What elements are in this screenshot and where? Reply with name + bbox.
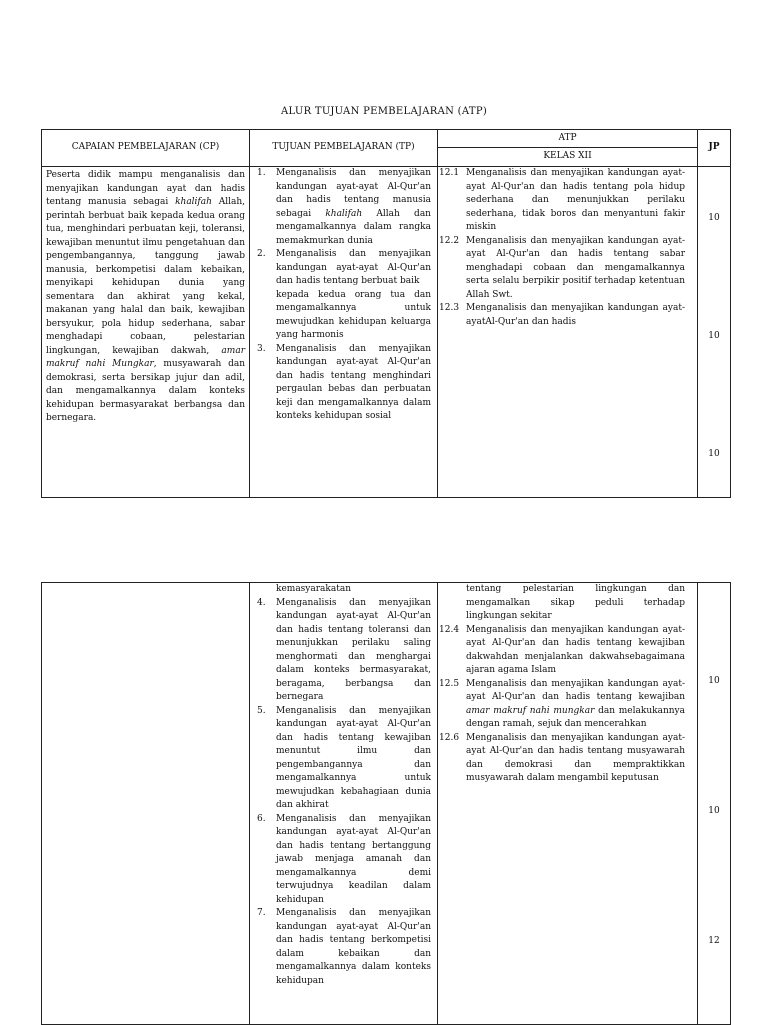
atp-number: 12.5	[439, 678, 460, 689]
tp-text: Menganalisis dan menyajikan kandungan ayat-ayat Al-Qur'an dan hadis tentang berkompetisi dalam kebaikan dan mengamalkannya dalam konteks kehidupan	[276, 908, 431, 986]
atp-text: Menganalisis dan menyajikan kandungan ayat-ayat Al-Qur'an dan hadis tentang sabar menghadapi cobaan dan mengamalkannya serta selalu berpikir positif terhadap ketentuan Allah Swt.	[466, 235, 685, 300]
tp-item-6	[250, 813, 437, 908]
atp-item-12-5	[438, 678, 697, 732]
tp-item-4	[250, 597, 437, 705]
tp-number: 2.	[257, 249, 266, 259]
atp-cell-page-1	[438, 167, 698, 498]
header-kelas: KELAS XII	[438, 148, 698, 167]
tp-number: 3.	[257, 343, 266, 354]
header-cp: CAPAIAN PEMBELAJARAN (CP)	[42, 130, 250, 167]
atp-text: dan melakukannya dengan ramah, sejuk dan mencerahkan	[466, 705, 685, 729]
cp-text-1: Peserta didik mampu menganalisis dan menyajikan kandungan ayat dan hadis tentang manusia sebagai	[46, 170, 245, 207]
tp-text: Menganalisis dan menyajikan kandungan ayat-ayat Al-Qur'an dan hadis tentang berbuat baik	[276, 249, 431, 286]
atp-cell-page-2	[438, 583, 698, 1025]
atp-number: 12.6	[439, 732, 460, 743]
tp-text: Menganalisis dan menyajikan kandungan ayat-ayat Al-Qur'an dan hadis tentang bertanggung jawab menjaga amanah dan mengamalkannya demi terwujudnya keadilan dalam kehidupan	[276, 813, 431, 905]
tp-item-5	[250, 705, 437, 813]
tp-item-7	[250, 907, 437, 988]
atp-text: Menganalisis dan menyajikan kandungan ayat-ayat Al-Qur'an dan hadis tentang kewajiban dakwahdan menjalankan dakwahsebagaimana ajaran agama Islam	[466, 624, 685, 675]
atp-number: 12.3	[439, 303, 460, 313]
jp-cell-page-1	[698, 167, 731, 498]
atp-item-12-4	[438, 624, 697, 678]
tp-item-3	[250, 343, 437, 424]
header-tp: TUJUAN PEMBELAJARAN (TP)	[250, 130, 438, 167]
tp-item-2-continued	[250, 289, 437, 343]
tp-text: Menganalisis dan menyajikan kandungan ayat-ayat Al-Qur'an dan hadis tentang toleransi dan menunjukkan perilaku saling menghormati dan menghargai dalam konteks bermasyarakat, beragama, berbangsa dan bernegara	[276, 597, 431, 702]
tp-number: 1.	[257, 168, 266, 178]
tp-number: 5.	[257, 705, 266, 716]
tp-number: 7.	[257, 908, 266, 918]
cp-text-2: Allah, perintah berbuat baik kepada kedua orang tua, menghindari perbuatan keji, toleransi, kewajiban menuntut ilmu pengetahuan dan pengembangannya, tanggung jawab manusia, berkompetisi dalam kebaikan, menyikapi kehidupan dunia yang sementara dan akhirat yang kekal, makanan yang halal dan baik, kewajiban bersyukur, pola hidup sederhana, sabar menghadapi cobaan, pelestarian lingkungan, kewajiban dakwah,	[46, 197, 245, 356]
tp-item-2	[250, 248, 437, 289]
atp-text: Menganalisis dan menyajikan kandungan ayat-ayatAl-Qur'an dan hadis	[466, 303, 685, 327]
jp-value: 10	[708, 676, 720, 686]
document-title: ALUR TUJUAN PEMBELAJARAN (ATP)	[280, 106, 488, 117]
tp-list-page-1	[250, 167, 437, 424]
jp-value: 10	[708, 806, 720, 816]
tp-text: Menganalisis dan menyajikan kandungan ayat-ayat Al-Qur'an dan hadis tentang kewajiban menuntut ilmu dan pengembangannya dan mengamalkannya untuk mewujudkan kebahagiaan dunia dan akhirat	[276, 705, 431, 810]
tp-number: 6.	[257, 813, 266, 824]
atp-item-12-3	[438, 302, 697, 329]
jp-value: 12	[708, 936, 720, 946]
atp-item-12-1	[438, 167, 697, 235]
atp-text: Menganalisis dan menyajikan kandungan ayat-ayat Al-Qur'an dan hadis tentang kewajiban	[466, 678, 685, 702]
jp-value: 10	[708, 213, 720, 223]
jp-value: 10	[708, 449, 720, 459]
cp-cell-empty	[42, 583, 250, 1025]
jp-value: 10	[708, 331, 720, 341]
tp-cell-page-1	[250, 167, 438, 498]
header-jp: JP	[698, 130, 731, 167]
tp-cell-page-2	[250, 583, 438, 1025]
atp-item-12-6	[438, 732, 697, 786]
atp-table-page-1	[41, 129, 731, 498]
cp-cell	[42, 167, 250, 498]
atp-number: 12.2	[439, 235, 460, 246]
tp-text: Menganalisis dan menyajikan kandungan ayat-ayat Al-Qur'an dan hadis tentang menghindari pergaulan bebas dan perbuatan keji dan mengamalkannya dalam konteks kehidupan sosial	[276, 343, 431, 421]
atp-text-italic: amar makruf nahi mungkar	[466, 705, 595, 716]
tp-number: 4.	[257, 597, 266, 608]
tp-text-italic: khalifah	[325, 208, 363, 219]
atp-continued-text: tentang pelestarian lingkungan dan mengamalkan sikap peduli terhadap lingkungan sekitar	[466, 584, 685, 621]
atp-number: 12.4	[439, 624, 460, 635]
header-atp: ATP	[438, 130, 698, 148]
tp-item-1	[250, 167, 437, 248]
atp-number: 12.1	[439, 168, 460, 178]
atp-table-page-2	[41, 582, 731, 1025]
tp-text: kepada kedua orang tua dan mengamalkannya untuk mewujudkan kehidupan keluarga yang harmonis	[276, 289, 431, 340]
cp-italic-amar-makruf: amar makruf nahi Mungkar	[46, 345, 245, 369]
cp-text-3: , musyawarah dan demokrasi, serta bersikap jujur dan adil, dan mengamalkannya dalam konteks kehidupan bermasyarakat berbangsa dan bernegara.	[46, 359, 245, 423]
tp-continued-text: kemasyarakatan	[276, 584, 352, 594]
atp-text: Menganalisis dan menyajikan kandungan ayat-ayat Al-Qur'an dan hadis tentang musyawarah dan demokrasi dan mempraktikkan musyawarah dalam mengambil keputusan	[466, 732, 685, 783]
tp-text: Menganalisis dan menyajikan kandungan ayat-ayat Al-Qur'an dan hadis tentang manusia sebagai	[276, 168, 431, 219]
atp-item-12-2	[438, 235, 697, 303]
cp-italic-khalifah: khalifah	[175, 197, 212, 207]
atp-text: Menganalisis dan menyajikan kandungan ayat-ayat Al-Qur'an dan hadis tentang pola hidup sederhana dan menunjukkan perilaku sederhana, tidak boros dan menyantuni fakir miskin	[466, 168, 685, 232]
jp-cell-page-2	[698, 583, 731, 1025]
tp-list-page-2	[250, 597, 437, 989]
tp-text: Allah dan mengamalkannya dalam rangka memakmurkan dunia	[276, 208, 431, 246]
